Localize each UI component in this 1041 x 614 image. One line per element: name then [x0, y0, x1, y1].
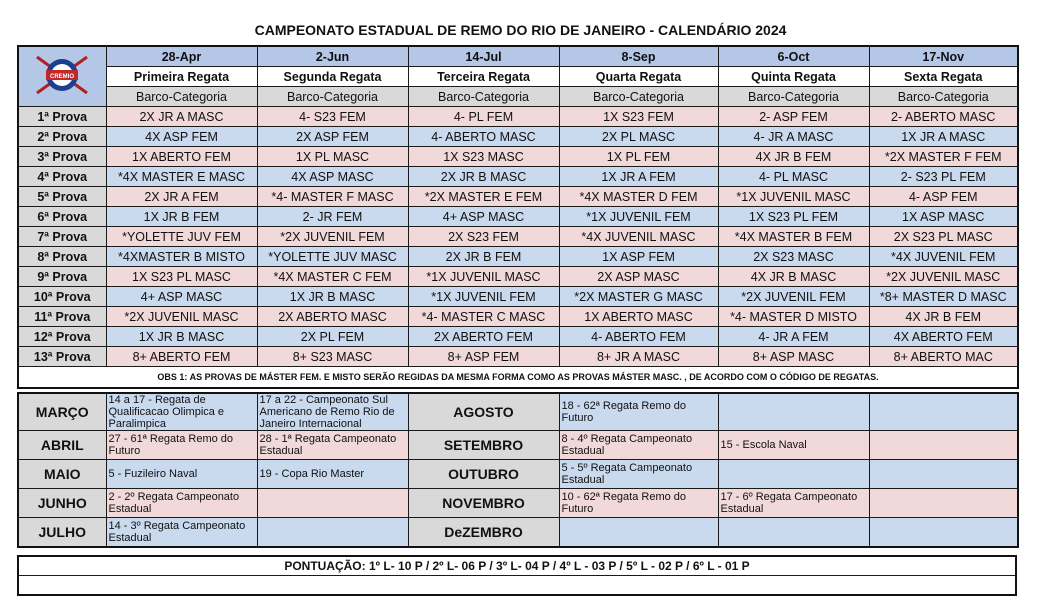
- calendar-event: [869, 489, 1018, 518]
- regatta-name-5: Quinta Regata: [718, 67, 869, 87]
- regatta-name-3: Terceira Regata: [408, 67, 559, 87]
- calendar-event: [257, 489, 408, 518]
- prova-row: [18, 207, 1018, 227]
- calendar-event: 27 - 61ª Regata Remo do Futuro: [106, 431, 257, 460]
- event-cell: *1X JUVENIL FEM: [559, 207, 718, 227]
- calendar-row: [18, 431, 1018, 460]
- regatta-schedule-table: [17, 45, 1019, 389]
- regatta-date-3: 14-Jul: [408, 46, 559, 67]
- events-calendar-table: [17, 392, 1019, 548]
- event-cell: 1X PL MASC: [257, 147, 408, 167]
- event-cell: 1X S23 PL FEM: [718, 207, 869, 227]
- event-cell: 2- JR FEM: [257, 207, 408, 227]
- prova-row: [18, 347, 1018, 367]
- month-left: JUNHO: [18, 489, 106, 518]
- prova-row: [18, 167, 1018, 187]
- prova-row: [18, 247, 1018, 267]
- regatta-cat-3: Barco-Categoria: [408, 87, 559, 107]
- prova-label: 9ª Prova: [18, 267, 106, 287]
- calendar-event: 17 - 6º Regata Campeonato Estadual: [718, 489, 869, 518]
- month-right: NOVEMBRO: [408, 489, 559, 518]
- logo: [18, 46, 106, 107]
- regatta-cat-1: Barco-Categoria: [106, 87, 257, 107]
- prova-label: 4ª Prova: [18, 167, 106, 187]
- calendar-event: 17 a 22 - Campeonato Sul Americano de Remo Rio de Janeiro Internacional: [257, 393, 408, 431]
- event-cell: 4- PL MASC: [718, 167, 869, 187]
- calendar-row: [18, 393, 1018, 431]
- regatta-name-6: Sexta Regata: [869, 67, 1018, 87]
- event-cell: *2X JUVENIL MASC: [869, 267, 1018, 287]
- calendar-event: 18 - 62ª Regata Remo do Futuro: [559, 393, 718, 431]
- prova-row: [18, 187, 1018, 207]
- event-cell: *4X MASTER B FEM: [718, 227, 869, 247]
- scoring-text: PONTUAÇÃO: 1º L- 10 P / 2º L- 06 P / 3º L- 04 P / 4º L - 03 P / 5º L - 02 P / 6º L - 01 P: [18, 556, 1016, 576]
- event-cell: 1X ABERTO FEM: [106, 147, 257, 167]
- prova-row: [18, 107, 1018, 127]
- event-cell: *1X JUVENIL FEM: [408, 287, 559, 307]
- regatta-name-4: Quarta Regata: [559, 67, 718, 87]
- event-cell: 8+ S23 MASC: [257, 347, 408, 367]
- prova-row: [18, 227, 1018, 247]
- prova-label: 3ª Prova: [18, 147, 106, 167]
- event-cell: 4- S23 FEM: [257, 107, 408, 127]
- calendar-event: 10 - 62ª Regata Remo do Futuro: [559, 489, 718, 518]
- prova-row: [18, 307, 1018, 327]
- regatta-date-5: 6-Oct: [718, 46, 869, 67]
- event-cell: 1X S23 MASC: [408, 147, 559, 167]
- event-cell: *1X JUVENIL MASC: [408, 267, 559, 287]
- event-cell: *1X JUVENIL MASC: [718, 187, 869, 207]
- regatta-cat-5: Barco-Categoria: [718, 87, 869, 107]
- obs-note: OBS 1: AS PROVAS DE MÁSTER FEM. E MISTO SERÃO REGIDAS DA MESMA FORMA COMO AS PROVAS MÁSTER MASC. , DE ACORDO COM O CÓDIGO DE REGATAS.: [18, 367, 1018, 389]
- event-cell: 4X ABERTO FEM: [869, 327, 1018, 347]
- event-cell: *2X JUVENIL FEM: [718, 287, 869, 307]
- prova-label: 8ª Prova: [18, 247, 106, 267]
- regatta-date-6: 17-Nov: [869, 46, 1018, 67]
- event-cell: *2X JUVENIL MASC: [106, 307, 257, 327]
- event-cell: 4- ABERTO FEM: [559, 327, 718, 347]
- event-cell: 1X ASP FEM: [559, 247, 718, 267]
- prova-label: 12ª Prova: [18, 327, 106, 347]
- event-cell: *4XMASTER B MISTO: [106, 247, 257, 267]
- header-row-date: [18, 46, 1018, 67]
- prova-row: [18, 267, 1018, 287]
- event-cell: 2X JR B MASC: [408, 167, 559, 187]
- event-cell: 8+ ASP FEM: [408, 347, 559, 367]
- prova-label: 11ª Prova: [18, 307, 106, 327]
- event-cell: *8+ MASTER D MASC: [869, 287, 1018, 307]
- prova-label: 7ª Prova: [18, 227, 106, 247]
- calendar-event: 5 - 5º Regata Campeonato Estadual: [559, 460, 718, 489]
- event-cell: 4X JR B FEM: [869, 307, 1018, 327]
- month-right: AGOSTO: [408, 393, 559, 431]
- event-cell: 2X ASP MASC: [559, 267, 718, 287]
- event-cell: 1X S23 FEM: [559, 107, 718, 127]
- event-cell: 4- JR A MASC: [718, 127, 869, 147]
- event-cell: 1X ASP MASC: [869, 207, 1018, 227]
- prova-row: [18, 287, 1018, 307]
- regatta-name-2: Segunda Regata: [257, 67, 408, 87]
- event-cell: *4X JUVENIL FEM: [869, 247, 1018, 267]
- event-cell: 4- PL FEM: [408, 107, 559, 127]
- event-cell: 8+ ABERTO FEM: [106, 347, 257, 367]
- calendar-event: [869, 393, 1018, 431]
- event-cell: *YOLETTE JUV FEM: [106, 227, 257, 247]
- header-row-name: [18, 67, 1018, 87]
- event-cell: 2- ABERTO MASC: [869, 107, 1018, 127]
- regatta-name-1: Primeira Regata: [106, 67, 257, 87]
- month-right: DeZEMBRO: [408, 518, 559, 548]
- event-cell: *2X MASTER G MASC: [559, 287, 718, 307]
- regatta-cat-4: Barco-Categoria: [559, 87, 718, 107]
- calendar-event: 15 - Escola Naval: [718, 431, 869, 460]
- calendar-row: [18, 518, 1018, 548]
- event-cell: 4X JR B MASC: [718, 267, 869, 287]
- event-cell: *2X MASTER F FEM: [869, 147, 1018, 167]
- calendar-event: 2 - 2º Regata Campeonato Estadual: [106, 489, 257, 518]
- event-cell: 4X ASP MASC: [257, 167, 408, 187]
- event-cell: *YOLETTE JUV MASC: [257, 247, 408, 267]
- calendar-event: [559, 518, 718, 548]
- calendar-event: 14 a 17 - Regata de Qualificacao Olimpica e Paralimpica: [106, 393, 257, 431]
- regatta-cat-6: Barco-Categoria: [869, 87, 1018, 107]
- scoring-footer: [17, 555, 1017, 596]
- calendar-event: [869, 431, 1018, 460]
- event-cell: 1X PL FEM: [559, 147, 718, 167]
- prova-label: 6ª Prova: [18, 207, 106, 227]
- event-cell: *2X MASTER E FEM: [408, 187, 559, 207]
- logo-text: CREMIO: [50, 74, 75, 80]
- calendar-event: 19 - Copa Rio Master: [257, 460, 408, 489]
- calendar-event: 28 - 1ª Regata Campeonato Estadual: [257, 431, 408, 460]
- obs-row: [18, 367, 1018, 389]
- event-cell: *4- MASTER F MASC: [257, 187, 408, 207]
- regatta-cat-2: Barco-Categoria: [257, 87, 408, 107]
- event-cell: 2X PL MASC: [559, 127, 718, 147]
- event-cell: 2X S23 PL MASC: [869, 227, 1018, 247]
- calendar-event: 14 - 3º Regata Campeonato Estadual: [106, 518, 257, 548]
- event-cell: 1X JR B FEM: [106, 207, 257, 227]
- month-right: SETEMBRO: [408, 431, 559, 460]
- event-cell: 2X PL FEM: [257, 327, 408, 347]
- regatta-date-4: 8-Sep: [559, 46, 718, 67]
- event-cell: *4- MASTER D MISTO: [718, 307, 869, 327]
- event-cell: 4+ ASP MASC: [408, 207, 559, 227]
- calendar-event: [718, 393, 869, 431]
- calendar-event: [257, 518, 408, 548]
- event-cell: 8+ ABERTO MAC: [869, 347, 1018, 367]
- event-cell: 2X ASP FEM: [257, 127, 408, 147]
- month-left: MARÇO: [18, 393, 106, 431]
- calendar-event: 8 - 4º Regata Campeonato Estadual: [559, 431, 718, 460]
- calendar-event: [718, 518, 869, 548]
- prova-row: [18, 127, 1018, 147]
- event-cell: 1X JR A FEM: [559, 167, 718, 187]
- event-cell: 1X JR B MASC: [106, 327, 257, 347]
- month-right: OUTUBRO: [408, 460, 559, 489]
- prova-label: 1ª Prova: [18, 107, 106, 127]
- event-cell: 2X ABERTO MASC: [257, 307, 408, 327]
- event-cell: *4X MASTER C FEM: [257, 267, 408, 287]
- event-cell: 2X JR A MASC: [106, 107, 257, 127]
- event-cell: *2X JUVENIL FEM: [257, 227, 408, 247]
- calendar-event: [869, 460, 1018, 489]
- club-crest-logo: [33, 49, 91, 101]
- event-cell: *4- MASTER C MASC: [408, 307, 559, 327]
- prova-label: 2ª Prova: [18, 127, 106, 147]
- event-cell: 4X ASP FEM: [106, 127, 257, 147]
- calendar-event: 5 - Fuzileiro Naval: [106, 460, 257, 489]
- event-cell: 1X S23 PL MASC: [106, 267, 257, 287]
- header-row-cat: [18, 87, 1018, 107]
- event-cell: *4X MASTER E MASC: [106, 167, 257, 187]
- calendar-row: [18, 460, 1018, 489]
- prova-label: 13ª Prova: [18, 347, 106, 367]
- prova-row: [18, 327, 1018, 347]
- regatta-date-1: 28-Apr: [106, 46, 257, 67]
- calendar-row: [18, 489, 1018, 518]
- prova-row: [18, 147, 1018, 167]
- event-cell: 4X JR B FEM: [718, 147, 869, 167]
- event-cell: 2X S23 MASC: [718, 247, 869, 267]
- event-cell: 8+ JR A MASC: [559, 347, 718, 367]
- event-cell: 2X ABERTO FEM: [408, 327, 559, 347]
- event-cell: 1X JR B MASC: [257, 287, 408, 307]
- event-cell: 8+ ASP MASC: [718, 347, 869, 367]
- month-left: JULHO: [18, 518, 106, 548]
- event-cell: 2- ASP FEM: [718, 107, 869, 127]
- prova-label: 10ª Prova: [18, 287, 106, 307]
- event-cell: *4X JUVENIL MASC: [559, 227, 718, 247]
- event-cell: 4- ABERTO MASC: [408, 127, 559, 147]
- calendar-event: [869, 518, 1018, 548]
- event-cell: 4- ASP FEM: [869, 187, 1018, 207]
- event-cell: 4+ ASP MASC: [106, 287, 257, 307]
- prova-label: 5ª Prova: [18, 187, 106, 207]
- page-title: CAMPEONATO ESTADUAL DE REMO DO RIO DE JANEIRO - CALENDÁRIO 2024: [254, 22, 787, 38]
- month-left: MAIO: [18, 460, 106, 489]
- event-cell: 1X JR A MASC: [869, 127, 1018, 147]
- regatta-date-2: 2-Jun: [257, 46, 408, 67]
- event-cell: 2X JR B FEM: [408, 247, 559, 267]
- event-cell: 1X ABERTO MASC: [559, 307, 718, 327]
- event-cell: 2X S23 FEM: [408, 227, 559, 247]
- blank-row: [18, 576, 1016, 596]
- event-cell: 2X JR A FEM: [106, 187, 257, 207]
- month-left: ABRIL: [18, 431, 106, 460]
- calendar-event: [718, 460, 869, 489]
- event-cell: *4X MASTER D FEM: [559, 187, 718, 207]
- event-cell: 4- JR A FEM: [718, 327, 869, 347]
- event-cell: 2- S23 PL FEM: [869, 167, 1018, 187]
